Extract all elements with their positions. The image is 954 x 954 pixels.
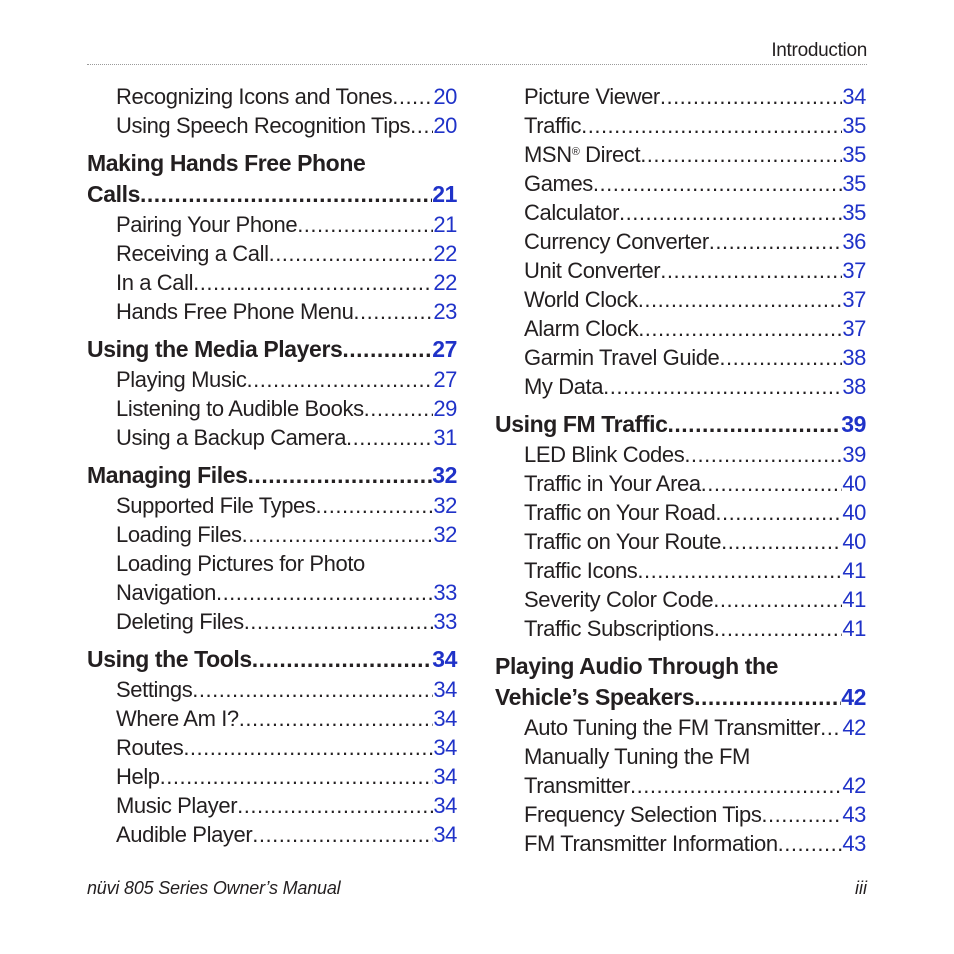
toc-subsection[interactable]	[495, 498, 866, 527]
toc-subsection[interactable]	[495, 140, 866, 169]
dot-leader	[237, 791, 433, 820]
toc-entry-title: Vehicle’s Speakers	[495, 684, 695, 710]
toc-page-link[interactable]: 27	[432, 336, 457, 362]
toc-subsection[interactable]	[495, 829, 866, 858]
toc-entry-row[interactable]	[524, 829, 866, 858]
toc-entry-row[interactable]	[116, 268, 457, 297]
dot-leader	[684, 440, 842, 469]
toc-entry-row[interactable]	[524, 285, 866, 314]
footer-manual-title: nüvi 805 Series Owner’s Manual	[87, 878, 341, 898]
toc-entry-row[interactable]	[87, 179, 457, 210]
toc-subsection[interactable]	[495, 800, 866, 829]
toc-subsection[interactable]	[495, 111, 866, 140]
dot-leader	[715, 498, 842, 527]
toc-page-link[interactable]: 21	[432, 181, 457, 207]
toc-subsection[interactable]	[495, 614, 866, 643]
dot-leader	[216, 578, 433, 607]
dot-leader	[638, 314, 842, 343]
dot-leader	[581, 111, 842, 140]
toc-section[interactable]	[495, 651, 866, 713]
dot-leader	[637, 556, 842, 585]
toc-entry-title: World Clock	[524, 287, 638, 312]
toc-page-link[interactable]: 20	[433, 113, 457, 138]
dot-leader	[183, 733, 433, 762]
dot-leader	[239, 704, 434, 733]
toc-page-link[interactable]: 39	[841, 411, 866, 437]
toc-entry-title: Using a Backup Camera	[116, 425, 347, 450]
toc-entry-row[interactable]	[116, 820, 457, 849]
toc-subsection[interactable]	[495, 198, 866, 227]
toc-entry-row[interactable]	[495, 682, 866, 713]
dot-leader	[761, 800, 842, 829]
toc-entry-row[interactable]	[116, 733, 457, 762]
toc-subsection[interactable]	[495, 585, 866, 614]
toc-entry-title: Traffic in Your Area	[524, 471, 701, 496]
toc-entry-row[interactable]	[524, 256, 866, 285]
toc-page-link[interactable]: 22	[433, 270, 457, 295]
toc-subsection[interactable]	[495, 285, 866, 314]
dot-leader	[244, 607, 434, 636]
toc-entry-title: Picture Viewer	[524, 84, 660, 109]
toc-entry-row[interactable]	[524, 614, 866, 643]
toc-entry-row[interactable]	[116, 82, 457, 111]
toc-entry-row[interactable]	[116, 423, 457, 452]
toc-entry-title: Traffic Subscriptions	[524, 616, 714, 641]
toc-subsection[interactable]	[495, 742, 866, 800]
toc-entry-row[interactable]	[524, 169, 866, 198]
toc-page-link[interactable]: 37	[842, 316, 866, 341]
toc-entry-title: Transmitter	[524, 773, 631, 798]
toc-entry-row[interactable]	[524, 440, 866, 469]
toc-entry-row[interactable]	[87, 460, 457, 491]
toc-page-link[interactable]: 23	[433, 299, 457, 324]
toc-entry-title: In a Call	[116, 270, 194, 295]
toc-page-link[interactable]: 40	[842, 529, 866, 554]
toc-page-link[interactable]: 35	[842, 113, 866, 138]
toc-entry-row[interactable]	[116, 607, 457, 636]
dot-leader	[630, 771, 842, 800]
toc-page-link[interactable]: 31	[433, 425, 457, 450]
dot-leader	[638, 285, 843, 314]
toc-subsection[interactable]	[495, 469, 866, 498]
dot-leader	[714, 614, 843, 643]
toc-page-link[interactable]: 34	[433, 706, 457, 731]
header-divider	[87, 64, 867, 65]
toc-entry-title: Traffic on Your Road	[524, 500, 716, 525]
toc-subsection[interactable]	[495, 556, 866, 585]
toc-subsection[interactable]	[87, 82, 457, 111]
toc-entry-title: Auto Tuning the FM Transmitter	[524, 715, 821, 740]
toc-subsection[interactable]	[87, 111, 457, 140]
toc-entry-row[interactable]	[116, 491, 457, 520]
toc-subsection[interactable]	[87, 297, 457, 326]
dot-leader	[694, 682, 841, 713]
toc-entry-title: Using the Tools	[87, 646, 252, 672]
toc-entry-row[interactable]	[524, 227, 866, 256]
toc-page-link[interactable]: 33	[433, 609, 457, 634]
registered-mark: ®	[571, 146, 580, 158]
running-header: Introduction	[771, 40, 867, 61]
toc-page-link[interactable]: 39	[842, 442, 866, 467]
dot-leader	[820, 713, 842, 742]
toc-entry-title: Garmin Travel Guide	[524, 345, 720, 370]
toc-page-link[interactable]: 34	[433, 764, 457, 789]
toc-page-link[interactable]: 35	[842, 171, 866, 196]
toc-subsection[interactable]	[87, 365, 457, 394]
toc-subsection[interactable]	[87, 394, 457, 423]
toc-entry-title: FM Transmitter Information	[524, 831, 778, 856]
toc-page-link[interactable]: 34	[433, 677, 457, 702]
toc-entry-row[interactable]	[524, 771, 866, 800]
toc-section[interactable]	[87, 334, 457, 365]
toc-subsection[interactable]	[87, 210, 457, 239]
toc-entry-row[interactable]	[87, 644, 457, 675]
toc-entry-title: Managing Files	[87, 462, 248, 488]
toc-page-link[interactable]: 21	[433, 212, 457, 237]
toc-entry-row[interactable]	[524, 713, 866, 742]
toc-entry-row[interactable]	[116, 394, 457, 423]
dot-leader	[252, 644, 432, 675]
dot-leader	[719, 343, 842, 372]
toc-entry-title-rest: Direct	[579, 142, 641, 167]
toc-section[interactable]	[87, 148, 457, 210]
toc-subsection[interactable]	[87, 607, 457, 636]
toc-page-link[interactable]: 34	[432, 646, 457, 672]
toc-page-link[interactable]: 27	[433, 367, 457, 392]
toc-subsection[interactable]	[495, 713, 866, 742]
toc-entry-row[interactable]	[116, 791, 457, 820]
toc-entry-title: Hands Free Phone Menu	[116, 299, 354, 324]
toc-page-link[interactable]: 35	[842, 200, 866, 225]
toc-entry-title: Using FM Traffic	[495, 411, 668, 437]
dot-leader	[593, 169, 842, 198]
toc-page-link[interactable]: 41	[842, 558, 866, 583]
toc-page-link[interactable]: 34	[433, 793, 457, 818]
toc-subsection[interactable]	[87, 762, 457, 791]
dot-leader	[713, 585, 842, 614]
dot-leader	[252, 820, 433, 849]
dot-leader	[248, 460, 433, 491]
toc-entry-row[interactable]	[524, 556, 866, 585]
toc-page-link[interactable]: 41	[842, 616, 866, 641]
toc-entry-title: Unit Converter	[524, 258, 661, 283]
toc-entry-row[interactable]	[524, 498, 866, 527]
toc-entry-row[interactable]	[524, 111, 866, 140]
toc-subsection[interactable]	[87, 491, 457, 520]
toc-page-link[interactable]: 42	[842, 715, 866, 740]
dot-leader	[778, 829, 843, 858]
toc-entry-title: Recognizing Icons and Tones	[116, 84, 393, 109]
toc-entry-title: Calls	[87, 181, 140, 207]
toc-subsection[interactable]	[87, 520, 457, 549]
toc-entry-title: Pairing Your Phone	[116, 212, 298, 237]
toc-entry-row[interactable]	[524, 343, 866, 372]
toc-entry-title: Deleting Files	[116, 609, 244, 634]
dot-leader	[316, 491, 434, 520]
toc-left-column	[87, 82, 457, 849]
toc-entry-title: Listening to Audible Books	[116, 396, 364, 421]
dot-leader	[619, 198, 842, 227]
dot-leader	[603, 372, 842, 401]
toc-entry-row[interactable]	[524, 140, 866, 169]
toc-subsection[interactable]	[87, 268, 457, 297]
toc-subsection[interactable]	[495, 227, 866, 256]
toc-page-link[interactable]: 40	[842, 471, 866, 496]
toc-entry-row[interactable]	[116, 520, 457, 549]
toc-page-link[interactable]: 20	[433, 84, 457, 109]
toc-entry-row[interactable]	[116, 578, 457, 607]
toc-entry-row[interactable]	[116, 762, 457, 791]
toc-entry-title: Audible Player	[116, 822, 253, 847]
toc-entry-title: My Data	[524, 374, 604, 399]
toc-entry-title: Frequency Selection Tips	[524, 802, 762, 827]
toc-page-link[interactable]: 34	[842, 84, 866, 109]
toc-page-link[interactable]: 38	[842, 345, 866, 370]
toc-entry-row[interactable]	[524, 82, 866, 111]
toc-entry-title: Receiving a Call	[116, 241, 269, 266]
dot-leader	[346, 423, 433, 452]
toc-page-link[interactable]: 42	[842, 773, 866, 798]
toc-page-link[interactable]: 33	[433, 580, 457, 605]
toc-page-link[interactable]: 36	[842, 229, 866, 254]
toc-subsection[interactable]	[495, 440, 866, 469]
toc-page-link[interactable]: 37	[842, 258, 866, 283]
dot-leader	[668, 409, 842, 440]
toc-entry-title: Traffic Icons	[524, 558, 638, 583]
toc-subsection[interactable]	[87, 733, 457, 762]
toc-entry-row[interactable]	[116, 704, 457, 733]
dot-leader	[721, 527, 842, 556]
toc-subsection[interactable]	[87, 704, 457, 733]
toc-entry-row[interactable]	[116, 111, 457, 140]
toc-entry-row[interactable]	[116, 365, 457, 394]
dot-leader	[342, 334, 432, 365]
toc-section[interactable]	[87, 460, 457, 491]
toc-entry-row[interactable]	[524, 800, 866, 829]
dot-leader	[701, 469, 843, 498]
dot-leader	[269, 239, 434, 268]
toc-entry-title: Currency Converter	[524, 229, 709, 254]
toc-page-link[interactable]: 37	[842, 287, 866, 312]
toc-entry-title: Music Player	[116, 793, 238, 818]
dot-leader	[193, 268, 433, 297]
toc-entry-title-line: Making Hands Free Phone	[87, 150, 366, 176]
toc-entry-row[interactable]	[524, 372, 866, 401]
toc-entry-row[interactable]	[495, 409, 866, 440]
toc-entry-title-line: Manually Tuning the FM	[524, 744, 750, 769]
dot-leader	[353, 297, 433, 326]
dot-leader	[160, 762, 434, 791]
toc-subsection[interactable]	[495, 372, 866, 401]
toc-subsection[interactable]	[495, 82, 866, 111]
toc-entry-title-line: Loading Pictures for Photo	[116, 551, 365, 576]
toc-entry-row[interactable]	[524, 585, 866, 614]
toc-subsection[interactable]	[495, 314, 866, 343]
toc-entry-title: Loading Files	[116, 522, 242, 547]
dot-leader	[709, 227, 843, 256]
toc-right-column	[495, 82, 866, 858]
toc-subsection[interactable]	[495, 527, 866, 556]
footer-page-number: iii	[855, 878, 867, 898]
toc-entry-title: Games	[524, 171, 593, 196]
toc-entry-row[interactable]	[524, 527, 866, 556]
toc-entry-row[interactable]	[524, 198, 866, 227]
toc-subsection[interactable]	[495, 343, 866, 372]
toc-subsection[interactable]	[87, 549, 457, 607]
toc-page-link[interactable]: 43	[842, 831, 866, 856]
toc-page-link[interactable]: 32	[433, 493, 457, 518]
toc-section[interactable]	[495, 409, 866, 440]
toc-entry-title: Help	[116, 764, 160, 789]
toc-entry-row[interactable]	[524, 314, 866, 343]
toc-page-link[interactable]: 22	[433, 241, 457, 266]
toc-subsection[interactable]	[495, 169, 866, 198]
toc-entry-row[interactable]	[116, 210, 457, 239]
toc-page-link[interactable]: 40	[842, 500, 866, 525]
dot-leader	[192, 675, 433, 704]
toc-subsection[interactable]	[87, 820, 457, 849]
toc-section[interactable]	[87, 644, 457, 675]
dot-leader	[392, 82, 433, 111]
toc-entry-title: Severity Color Code	[524, 587, 714, 612]
toc-subsection[interactable]	[495, 256, 866, 285]
toc-entry-title: MSN® Direct	[524, 142, 641, 167]
toc-entry-title: Traffic	[524, 113, 582, 138]
toc-entry-title: Calculator	[524, 200, 620, 225]
dot-leader	[297, 210, 433, 239]
toc-entry-title: Using the Media Players	[87, 336, 343, 362]
toc-page-link[interactable]: 35	[842, 142, 866, 167]
dot-leader	[247, 365, 434, 394]
toc-entry-title: Using Speech Recognition Tips	[116, 113, 411, 138]
toc-entry-title: Where Am I?	[116, 706, 239, 731]
toc-page-link[interactable]: 32	[432, 462, 457, 488]
toc-page-link[interactable]: 34	[433, 735, 457, 760]
toc-entry-title: Settings	[116, 677, 193, 702]
toc-page-link[interactable]: 38	[842, 374, 866, 399]
toc-entry-title: Supported File Types	[116, 493, 316, 518]
toc-entry-title: Routes	[116, 735, 184, 760]
toc-entry-title: Playing Music	[116, 367, 247, 392]
dot-leader	[660, 82, 842, 111]
dot-leader	[242, 520, 434, 549]
toc-page-link[interactable]: 43	[842, 802, 866, 827]
toc-subsection[interactable]	[87, 423, 457, 452]
toc-entry-row[interactable]	[116, 297, 457, 326]
toc-entry-row[interactable]	[524, 469, 866, 498]
toc-page-link[interactable]: 34	[433, 822, 457, 847]
dot-leader	[640, 140, 842, 169]
toc-page-link[interactable]: 41	[842, 587, 866, 612]
dot-leader	[140, 179, 432, 210]
toc-page-link[interactable]: 42	[841, 684, 866, 710]
toc-entry-row[interactable]	[116, 239, 457, 268]
dot-leader	[364, 394, 434, 423]
toc-entry-title-line: Playing Audio Through the	[495, 653, 779, 679]
toc-subsection[interactable]	[87, 791, 457, 820]
toc-page-link[interactable]: 32	[433, 522, 457, 547]
toc-subsection[interactable]	[87, 675, 457, 704]
dot-leader	[410, 111, 433, 140]
toc-entry-row[interactable]	[87, 334, 457, 365]
toc-entry-title: Traffic on Your Route	[524, 529, 722, 554]
toc-page-link[interactable]: 29	[433, 396, 457, 421]
toc-subsection[interactable]	[87, 239, 457, 268]
toc-entry-title: Navigation	[116, 580, 216, 605]
dot-leader	[660, 256, 842, 285]
toc-entry-row[interactable]	[116, 675, 457, 704]
toc-entry-title: LED Blink Codes	[524, 442, 685, 467]
toc-entry-title: Alarm Clock	[524, 316, 639, 341]
